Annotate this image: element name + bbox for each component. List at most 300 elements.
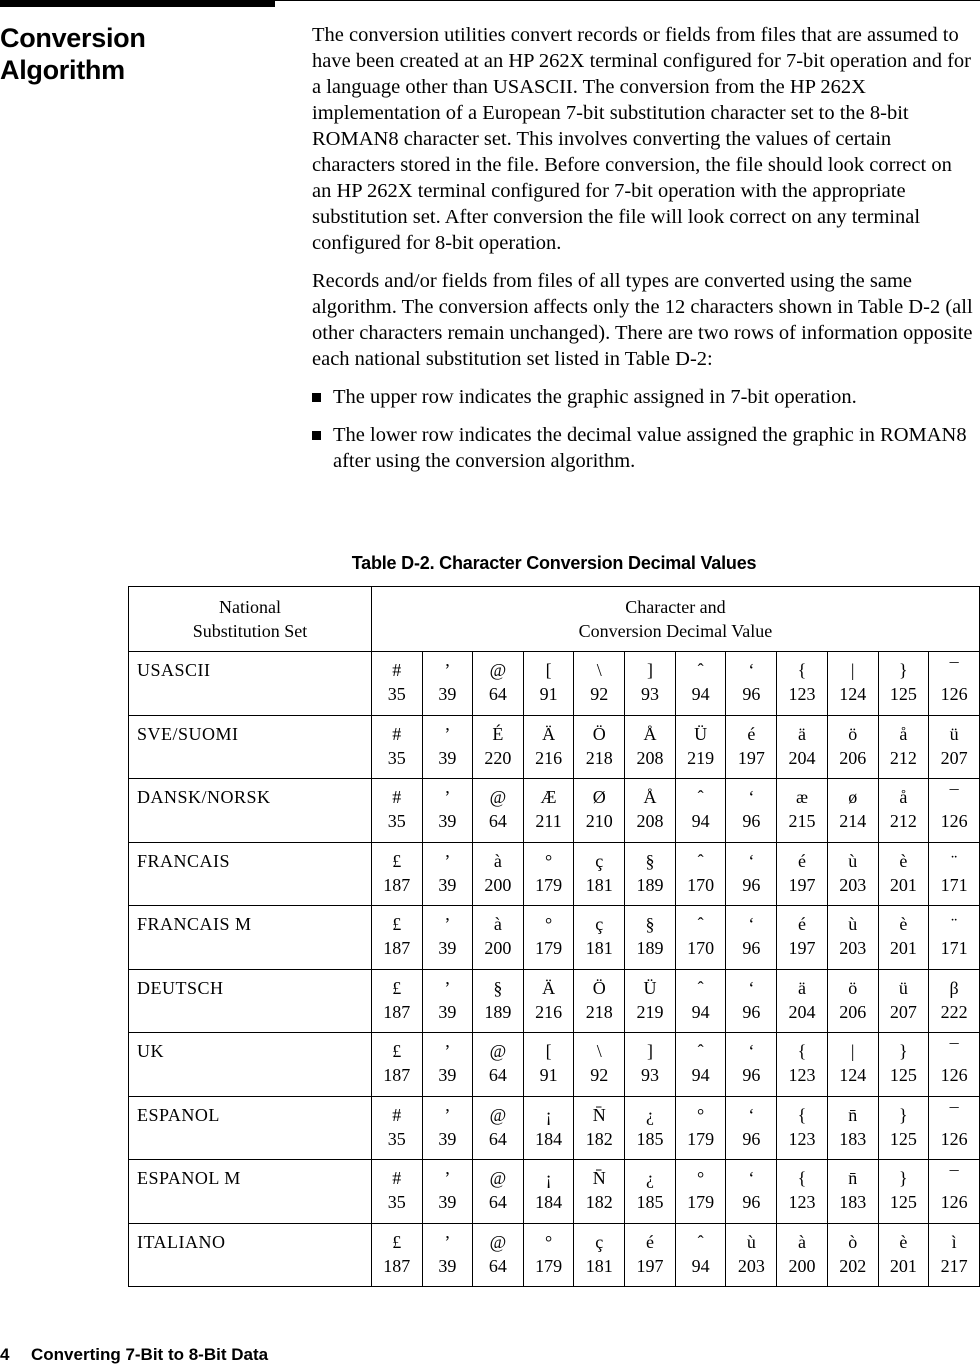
character-glyph: § xyxy=(645,914,655,934)
table-row xyxy=(129,1223,980,1287)
character-cell xyxy=(523,906,574,970)
section-title xyxy=(0,22,260,86)
decimal-value: 96 xyxy=(742,684,761,704)
character-glyph: ä xyxy=(798,977,806,998)
character-cell xyxy=(371,1223,422,1287)
character-glyph: β xyxy=(949,977,959,998)
character-glyph: Ö xyxy=(592,723,606,744)
character-glyph: # xyxy=(392,723,402,744)
character-glyph: ˆ xyxy=(697,914,704,934)
character-cell xyxy=(473,969,524,1033)
character-cell xyxy=(878,1033,929,1097)
character-cell xyxy=(777,1096,828,1160)
decimal-value: 203 xyxy=(839,874,867,895)
decimal-value: 197 xyxy=(737,747,765,768)
decimal-value: 126 xyxy=(940,1065,968,1085)
decimal-value: 201 xyxy=(889,938,917,958)
character-glyph: ü xyxy=(898,977,908,998)
table-row xyxy=(129,779,980,843)
decimal-value: 216 xyxy=(535,1001,563,1022)
character-cell xyxy=(422,906,472,970)
decimal-value: 200 xyxy=(788,1255,816,1276)
decimal-value: 200 xyxy=(484,874,512,895)
character-glyph: ì xyxy=(951,1231,957,1252)
decimal-value: 201 xyxy=(889,874,917,895)
table-row xyxy=(129,906,980,970)
character-cell xyxy=(878,652,929,716)
decimal-value: 92 xyxy=(590,684,609,704)
decimal-value: 39 xyxy=(438,684,457,704)
character-glyph: £ xyxy=(392,977,402,998)
decimal-value: 183 xyxy=(839,1128,867,1149)
character-glyph: ‘ xyxy=(748,850,755,871)
decimal-value: 210 xyxy=(585,811,613,831)
character-cell xyxy=(878,842,929,906)
table-body xyxy=(129,652,980,1287)
decimal-value: 126 xyxy=(940,684,968,704)
conversion-table xyxy=(128,586,980,1287)
character-cell xyxy=(625,715,676,779)
decimal-value: 181 xyxy=(585,1255,613,1276)
character-cell xyxy=(878,715,929,779)
decimal-value: 222 xyxy=(940,1001,968,1022)
decimal-value: 207 xyxy=(889,1001,917,1022)
character-cell xyxy=(929,715,980,779)
character-cell xyxy=(574,906,625,970)
character-cell xyxy=(371,779,422,843)
header-character-value-line2: Conversion Decimal Value xyxy=(578,621,773,641)
character-cell xyxy=(473,1223,524,1287)
character-glyph: £ xyxy=(392,1231,402,1252)
character-cell xyxy=(827,842,878,906)
decimal-value: 187 xyxy=(383,1255,411,1276)
decimal-value: 204 xyxy=(788,1001,816,1022)
character-cell xyxy=(422,652,472,716)
character-cell xyxy=(422,842,472,906)
character-glyph: ’ xyxy=(444,1041,451,1061)
decimal-value: 93 xyxy=(640,1065,659,1085)
character-cell xyxy=(827,715,878,779)
substitution-set-name: DANSK/NORSK xyxy=(129,779,372,843)
character-glyph: n̄ xyxy=(848,1104,858,1125)
character-glyph: ’ xyxy=(444,787,451,807)
decimal-value: 216 xyxy=(535,747,563,768)
character-glyph: ˆ xyxy=(697,660,704,680)
character-glyph: æ xyxy=(795,787,808,807)
character-cell xyxy=(523,969,574,1033)
character-cell xyxy=(827,969,878,1033)
character-cell xyxy=(371,969,422,1033)
decimal-value: 200 xyxy=(484,938,512,958)
decimal-value: 94 xyxy=(691,1255,710,1276)
character-cell xyxy=(523,715,574,779)
character-glyph: } xyxy=(899,1104,908,1125)
decimal-value: 184 xyxy=(535,1192,563,1212)
decimal-value: 64 xyxy=(488,684,507,704)
decimal-value: 187 xyxy=(383,874,411,895)
character-cell xyxy=(422,1223,472,1287)
character-glyph: ° xyxy=(544,850,553,871)
character-glyph: } xyxy=(899,1168,908,1188)
decimal-value: 64 xyxy=(488,811,507,831)
decimal-value: 217 xyxy=(940,1255,968,1276)
character-cell xyxy=(473,652,524,716)
character-cell xyxy=(625,1223,676,1287)
substitution-set-name: SVE/SUOMI xyxy=(129,715,372,779)
decimal-value: 197 xyxy=(788,874,816,895)
character-cell xyxy=(777,906,828,970)
character-cell xyxy=(726,906,777,970)
decimal-value: 214 xyxy=(839,811,867,831)
character-glyph: é xyxy=(645,1231,654,1252)
decimal-value: 181 xyxy=(585,938,613,958)
character-cell xyxy=(726,715,777,779)
character-glyph: ‘ xyxy=(748,660,755,680)
character-glyph: ’ xyxy=(444,977,451,998)
character-glyph: ù xyxy=(746,1231,756,1252)
character-cell xyxy=(929,652,980,716)
character-cell xyxy=(726,1033,777,1097)
character-glyph: N̄ xyxy=(592,1104,606,1125)
bullet-text: The upper row indicates the graphic assigned in 7-bit operation. xyxy=(333,386,857,408)
character-glyph: } xyxy=(899,660,908,680)
character-glyph: n̄ xyxy=(848,1168,858,1188)
decimal-value: 39 xyxy=(438,1255,457,1276)
character-cell xyxy=(878,906,929,970)
character-cell xyxy=(675,715,726,779)
character-cell xyxy=(574,842,625,906)
character-cell xyxy=(473,715,524,779)
decimal-value: 96 xyxy=(742,1128,761,1149)
character-cell xyxy=(371,1096,422,1160)
body-text xyxy=(312,22,976,486)
character-cell xyxy=(675,652,726,716)
character-cell xyxy=(574,1160,625,1224)
character-cell xyxy=(777,652,828,716)
substitution-set-name: DEUTSCH xyxy=(129,969,372,1033)
character-glyph: ù xyxy=(848,914,858,934)
character-cell xyxy=(827,652,878,716)
character-glyph: [ xyxy=(545,660,552,680)
decimal-value: 39 xyxy=(438,938,457,958)
character-glyph: [ xyxy=(545,1041,552,1061)
character-cell xyxy=(523,779,574,843)
character-cell xyxy=(726,652,777,716)
decimal-value: 92 xyxy=(590,1065,609,1085)
decimal-value: 181 xyxy=(585,874,613,895)
character-cell xyxy=(523,1096,574,1160)
header-national-set-line1: National xyxy=(218,597,281,617)
decimal-value: 218 xyxy=(585,1001,613,1022)
decimal-value: 96 xyxy=(742,1065,761,1085)
character-glyph: ¿ xyxy=(645,1168,654,1188)
character-cell xyxy=(675,906,726,970)
table-row xyxy=(129,652,980,716)
character-glyph: ] xyxy=(646,660,653,680)
character-glyph: ˆ xyxy=(697,1041,704,1061)
decimal-value: 35 xyxy=(387,684,406,704)
decimal-value: 125 xyxy=(889,1192,917,1212)
character-glyph: { xyxy=(797,1041,807,1061)
decimal-value: 39 xyxy=(438,1192,457,1212)
decimal-value: 126 xyxy=(940,1128,968,1149)
character-cell xyxy=(473,842,524,906)
decimal-value: 203 xyxy=(737,1255,765,1276)
character-cell xyxy=(574,1223,625,1287)
character-cell xyxy=(371,652,422,716)
decimal-value: 208 xyxy=(636,747,664,768)
character-glyph: | xyxy=(850,1041,855,1061)
character-glyph: N̄ xyxy=(592,1168,606,1188)
header-character-value-line1: Character and xyxy=(625,597,726,617)
character-cell xyxy=(422,1033,472,1097)
section-title-line1: Conversion xyxy=(0,23,146,53)
decimal-value: 123 xyxy=(788,1065,816,1085)
bullet-list xyxy=(312,384,976,474)
character-cell xyxy=(675,1033,726,1097)
character-cell xyxy=(625,842,676,906)
character-cell xyxy=(625,1033,676,1097)
decimal-value: 197 xyxy=(636,1255,664,1276)
decimal-value: 64 xyxy=(488,1065,507,1085)
character-glyph: à xyxy=(798,1231,806,1252)
paragraph-intro: The conversion utilities convert records or fields from files that are assumed to have been created at an HP 262X terminal configured for 7-bit operation and for a language other than USASCII. The conversion from the HP 262X implementation of a European 7-bit substitution character set to the 8-bit ROMAN8 character set. This involves converting the values of certain characters stored in the file. Before conversion, the file should look correct on an HP 262X terminal configured for 7-bit operation with the appropriate substitution set. After conversion the file will look correct on any terminal configured for 8-bit operation. xyxy=(312,24,971,254)
character-glyph: ø xyxy=(848,787,858,807)
character-glyph: Å xyxy=(643,787,657,807)
character-glyph: ] xyxy=(646,1041,653,1061)
character-cell xyxy=(371,715,422,779)
character-glyph: ¡ xyxy=(545,1168,552,1188)
character-cell xyxy=(473,1096,524,1160)
character-glyph: ’ xyxy=(444,850,451,871)
decimal-value: 91 xyxy=(539,684,558,704)
character-cell xyxy=(827,1160,878,1224)
character-cell xyxy=(929,969,980,1033)
decimal-value: 182 xyxy=(585,1192,613,1212)
character-glyph: Ä xyxy=(542,723,556,744)
bullet-square-icon xyxy=(312,393,321,402)
decimal-value: 189 xyxy=(636,938,664,958)
decimal-value: 189 xyxy=(484,1001,512,1022)
character-glyph: ù xyxy=(848,850,858,871)
decimal-value: 212 xyxy=(889,811,917,831)
character-glyph: å xyxy=(899,723,908,744)
character-cell xyxy=(625,906,676,970)
character-glyph: ’ xyxy=(444,723,451,744)
substitution-set-name: ESPANOL xyxy=(129,1096,372,1160)
decimal-value: 171 xyxy=(940,874,968,895)
decimal-value: 96 xyxy=(742,1192,761,1212)
decimal-value: 94 xyxy=(691,1001,710,1022)
character-cell xyxy=(574,969,625,1033)
decimal-value: 35 xyxy=(387,811,406,831)
character-glyph: ° xyxy=(544,1231,553,1252)
decimal-value: 215 xyxy=(788,811,816,831)
character-glyph: Ä xyxy=(542,977,556,998)
character-glyph: Ö xyxy=(592,977,606,998)
character-cell xyxy=(371,906,422,970)
character-cell xyxy=(777,779,828,843)
character-glyph: ¯ xyxy=(949,787,959,807)
character-cell xyxy=(726,1223,777,1287)
character-cell xyxy=(422,969,472,1033)
decimal-value: 179 xyxy=(535,874,563,895)
character-glyph: } xyxy=(899,1041,908,1061)
header-character-value xyxy=(371,587,979,652)
character-cell xyxy=(929,1096,980,1160)
character-cell xyxy=(726,1096,777,1160)
decimal-value: 187 xyxy=(383,1001,411,1022)
table-row xyxy=(129,969,980,1033)
character-cell xyxy=(878,1096,929,1160)
character-glyph: ˆ xyxy=(697,977,704,998)
character-cell xyxy=(929,906,980,970)
decimal-value: 126 xyxy=(940,811,968,831)
decimal-value: 197 xyxy=(788,938,816,958)
character-cell xyxy=(371,1033,422,1097)
decimal-value: 35 xyxy=(387,747,406,768)
decimal-value: 189 xyxy=(636,874,664,895)
table-header-row xyxy=(129,587,980,652)
character-glyph: @ xyxy=(489,1041,507,1061)
character-cell xyxy=(878,779,929,843)
character-glyph: Å xyxy=(643,723,657,744)
decimal-value: 35 xyxy=(387,1128,406,1149)
character-cell xyxy=(777,969,828,1033)
decimal-value: 212 xyxy=(889,747,917,768)
character-glyph: | xyxy=(850,660,855,680)
decimal-value: 96 xyxy=(742,1001,761,1022)
character-glyph: Ü xyxy=(694,723,708,744)
decimal-value: 91 xyxy=(539,1065,558,1085)
character-cell xyxy=(574,715,625,779)
character-cell xyxy=(827,1096,878,1160)
character-cell xyxy=(473,1033,524,1097)
character-glyph: ’ xyxy=(444,1168,451,1188)
decimal-value: 39 xyxy=(438,1128,457,1149)
decimal-value: 202 xyxy=(839,1255,867,1276)
decimal-value: 39 xyxy=(438,874,457,895)
character-glyph: Ü xyxy=(643,977,657,998)
substitution-set-name: UK xyxy=(129,1033,372,1097)
character-glyph: @ xyxy=(489,660,507,680)
decimal-value: 96 xyxy=(742,938,761,958)
character-glyph: è xyxy=(899,1231,908,1252)
character-cell xyxy=(523,1223,574,1287)
character-cell xyxy=(777,1033,828,1097)
character-glyph: ° xyxy=(697,1168,705,1188)
character-cell xyxy=(878,969,929,1033)
character-cell xyxy=(422,715,472,779)
character-cell xyxy=(523,1033,574,1097)
decimal-value: 208 xyxy=(636,811,664,831)
decimal-value: 218 xyxy=(585,747,613,768)
character-cell xyxy=(675,1160,726,1224)
paragraph-algorithm: Records and/or fields from files of all types are converted using the same algorithm. The conversion affects only the 12 characters shown in Table D-2 (all other characters remain unchanged). There are two rows of information opposite each national substitution set listed in Table D-2: xyxy=(312,270,973,370)
character-glyph: à xyxy=(493,850,502,871)
section-title-line2: Algorithm xyxy=(0,55,125,85)
character-glyph: £ xyxy=(392,850,402,871)
character-glyph: { xyxy=(797,660,807,680)
character-glyph: ‘ xyxy=(748,914,755,934)
character-cell xyxy=(726,969,777,1033)
character-glyph: Æ xyxy=(540,787,557,807)
character-glyph: ü xyxy=(949,723,959,744)
character-cell xyxy=(929,1223,980,1287)
character-glyph: § xyxy=(645,850,655,871)
character-cell xyxy=(371,842,422,906)
character-glyph: ¯ xyxy=(949,1104,959,1125)
character-cell xyxy=(675,969,726,1033)
decimal-value: 35 xyxy=(387,1192,406,1212)
character-glyph: ¯ xyxy=(949,660,959,680)
character-cell xyxy=(625,652,676,716)
character-cell xyxy=(929,779,980,843)
character-glyph: ‘ xyxy=(748,1104,755,1125)
character-cell xyxy=(422,779,472,843)
character-glyph: é xyxy=(747,723,756,744)
character-glyph: ’ xyxy=(444,1104,451,1125)
decimal-value: 179 xyxy=(687,1192,715,1212)
table-row xyxy=(129,715,980,779)
decimal-value: 124 xyxy=(839,684,867,704)
character-glyph: ¨ xyxy=(951,914,958,934)
character-glyph: ˆ xyxy=(697,787,704,807)
character-glyph: ’ xyxy=(444,1231,451,1252)
decimal-value: 171 xyxy=(940,938,968,958)
decimal-value: 187 xyxy=(383,1065,411,1085)
character-glyph: # xyxy=(392,1168,402,1188)
substitution-set-name: ITALIANO xyxy=(129,1223,372,1287)
bullet-item xyxy=(312,384,976,410)
character-glyph: ¯ xyxy=(949,1168,959,1188)
decimal-value: 125 xyxy=(889,1128,917,1149)
character-cell xyxy=(574,1033,625,1097)
character-cell xyxy=(777,1223,828,1287)
bullet-text: The lower row indicates the decimal value assigned the graphic in ROMAN8 after using the conversion algorithm. xyxy=(333,424,967,472)
header-national-set xyxy=(129,587,372,652)
bullet-square-icon xyxy=(312,431,321,440)
character-cell xyxy=(675,1223,726,1287)
decimal-value: 170 xyxy=(687,874,715,895)
decimal-value: 123 xyxy=(788,684,816,704)
decimal-value: 96 xyxy=(742,874,761,895)
character-cell xyxy=(827,1033,878,1097)
decimal-value: 220 xyxy=(484,747,512,768)
character-glyph: @ xyxy=(489,787,507,807)
character-cell xyxy=(878,1160,929,1224)
character-glyph: # xyxy=(392,787,402,807)
character-glyph: ’ xyxy=(444,660,451,680)
character-cell xyxy=(827,906,878,970)
character-glyph: ‘ xyxy=(748,787,755,807)
character-glyph: £ xyxy=(392,1041,402,1061)
character-glyph: ¯ xyxy=(949,1041,959,1061)
decimal-value: 94 xyxy=(691,684,710,704)
character-glyph: ö xyxy=(848,977,858,998)
decimal-value: 124 xyxy=(839,1065,867,1085)
decimal-value: 183 xyxy=(839,1192,867,1212)
character-cell xyxy=(473,906,524,970)
character-cell xyxy=(777,715,828,779)
character-glyph: § xyxy=(493,977,503,998)
decimal-value: 123 xyxy=(788,1128,816,1149)
page-footer xyxy=(0,1345,268,1365)
character-glyph: ‘ xyxy=(748,1041,755,1061)
character-glyph: ’ xyxy=(444,914,451,934)
character-glyph: @ xyxy=(489,1104,507,1125)
character-cell xyxy=(625,1160,676,1224)
